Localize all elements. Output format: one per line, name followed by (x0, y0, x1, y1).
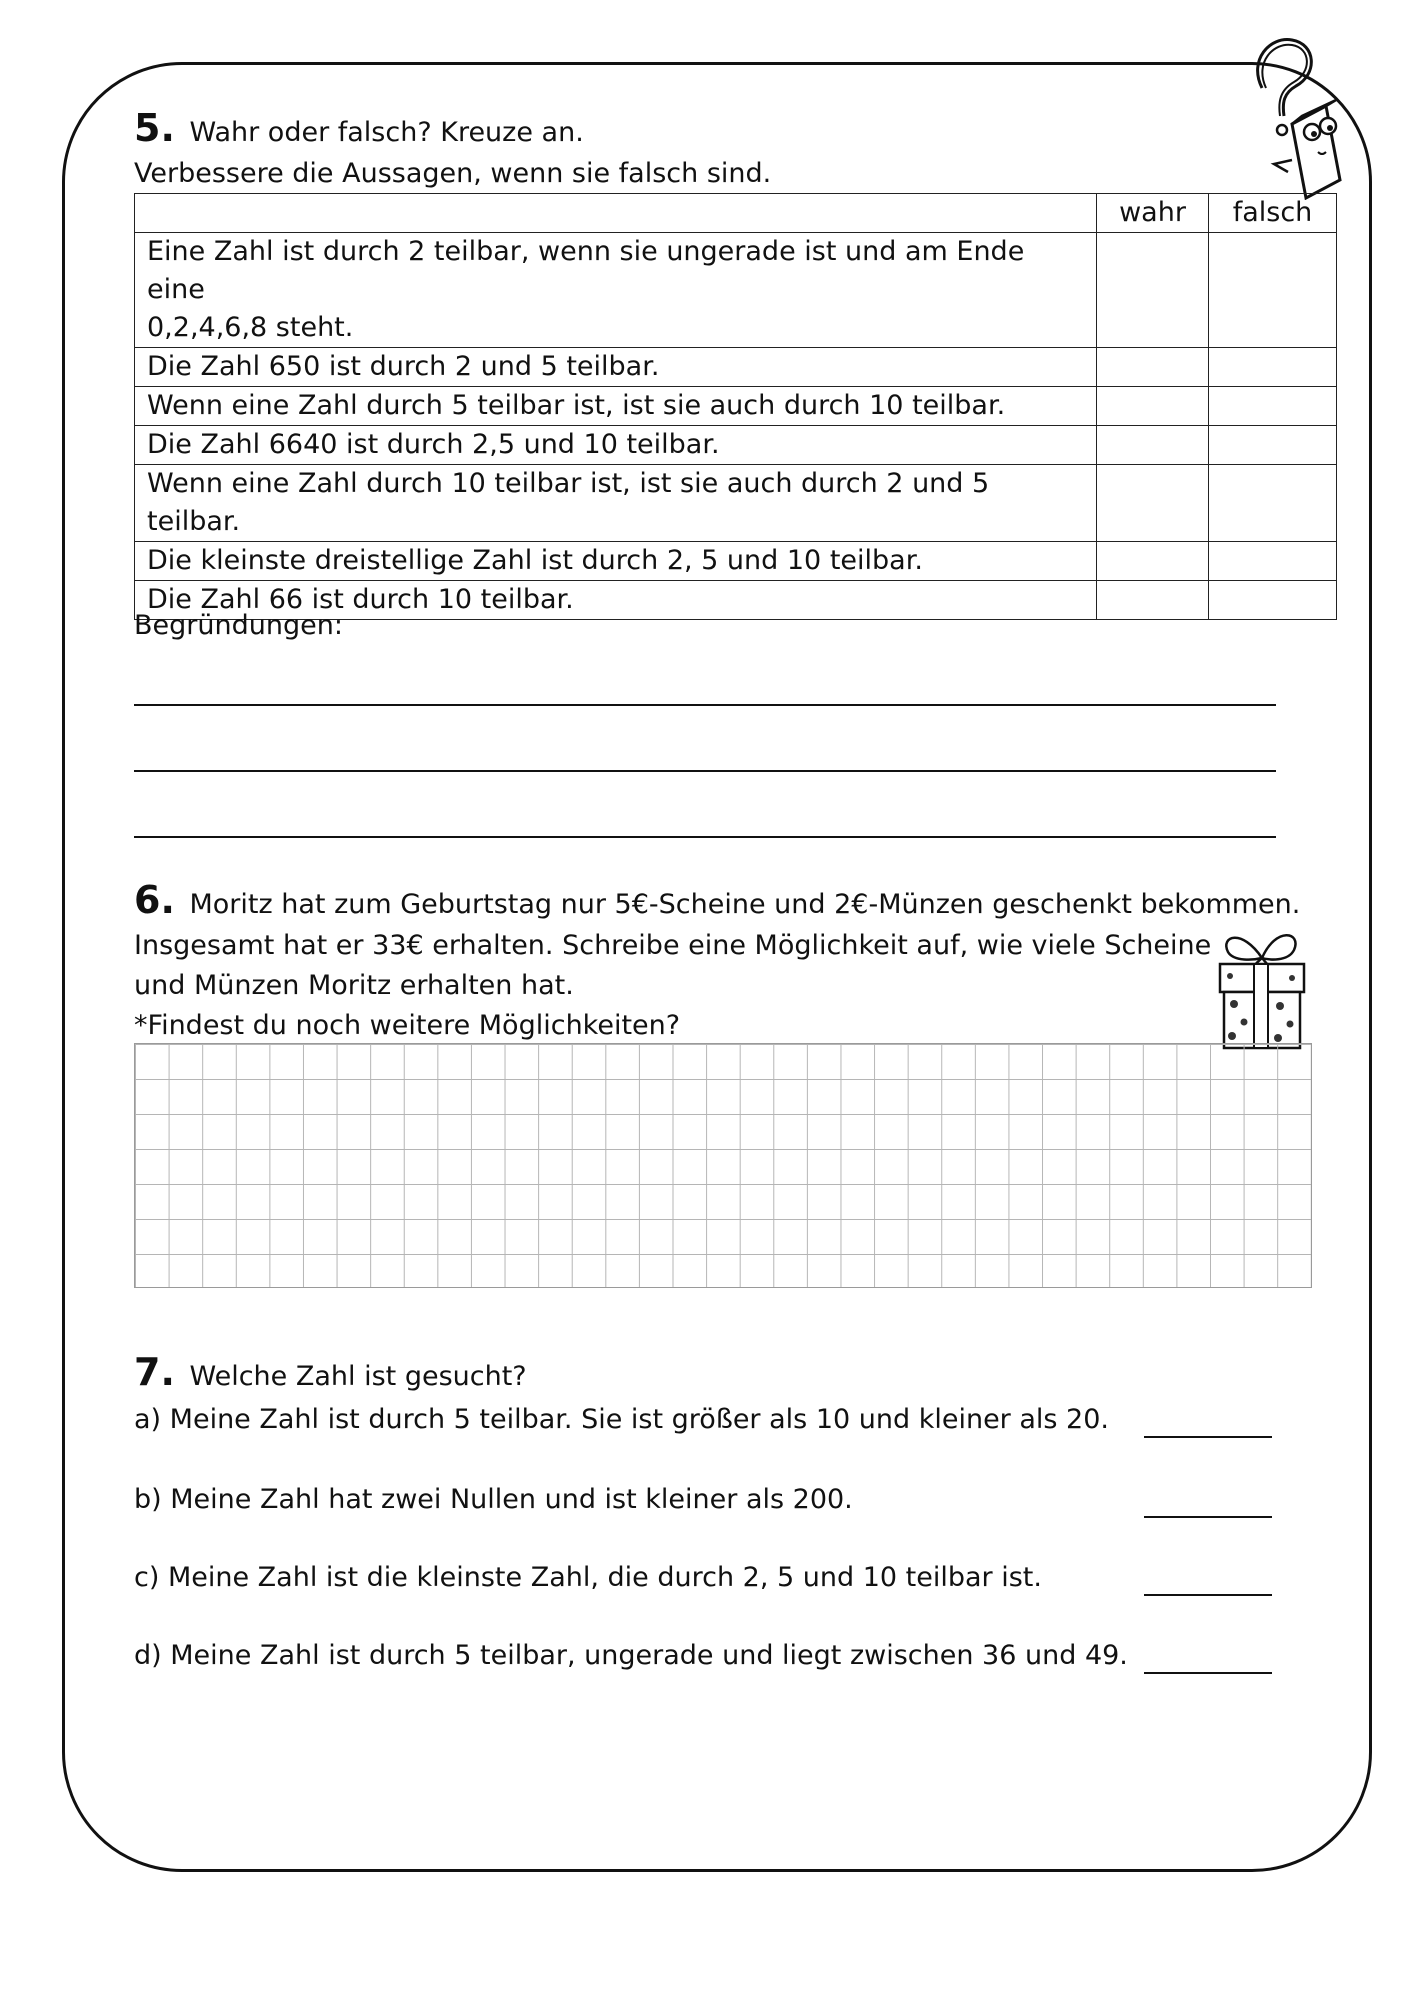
falsch-checkbox[interactable] (1209, 348, 1337, 387)
header-falsch: falsch (1209, 194, 1337, 233)
reasons-answer-line[interactable] (134, 770, 1276, 772)
table-row (135, 426, 1337, 465)
task5-title: Wahr oder falsch? Kreuze an. (189, 117, 584, 148)
wahr-checkbox[interactable] (1097, 581, 1209, 620)
task7-item-a: a) Meine Zahl ist durch 5 teilbar. Sie ist größer als 10 und kleiner als 20. (134, 1404, 1109, 1435)
falsch-checkbox[interactable] (1209, 581, 1337, 620)
task6-text-line1: Moritz hat zum Geburtstag nur 5€-Scheine und 2€-Münzen geschenkt bekommen. (189, 889, 1301, 920)
table-row (135, 233, 1337, 348)
falsch-checkbox[interactable] (1209, 426, 1337, 465)
task7-heading (134, 1352, 527, 1397)
task6-number: 6. (134, 878, 175, 922)
falsch-checkbox[interactable] (1209, 387, 1337, 426)
statement-text: Eine Zahl ist durch 2 teilbar, wenn sie ungerade ist und am Ende eine (147, 236, 1025, 305)
table-row (135, 542, 1337, 581)
falsch-checkbox[interactable] (1209, 465, 1337, 542)
answer-blank-a[interactable] (1144, 1436, 1272, 1438)
wahr-checkbox[interactable] (1097, 348, 1209, 387)
wahr-checkbox[interactable] (1097, 387, 1209, 426)
table-header-row (135, 194, 1337, 233)
statement-text: Die Zahl 66 ist durch 10 teilbar. (135, 581, 1097, 620)
statement-text: Die Zahl 6640 ist durch 2,5 und 10 teilbar. (135, 426, 1097, 465)
task6-line1 (134, 880, 1300, 925)
answer-blank-b[interactable] (1144, 1516, 1272, 1518)
gift-box-icon (1206, 918, 1318, 1058)
table-header-statement (135, 194, 1097, 233)
wahr-checkbox[interactable] (1097, 542, 1209, 581)
reasons-answer-line[interactable] (134, 704, 1276, 706)
table-row (135, 348, 1337, 387)
task7-number: 7. (134, 1350, 175, 1394)
wahr-checkbox[interactable] (1097, 465, 1209, 542)
task7-item-d: d) Meine Zahl ist durch 5 teilbar, ungerade und liegt zwischen 36 und 49. (134, 1640, 1128, 1671)
table-row (135, 387, 1337, 426)
reasons-label: Begründungen: (134, 610, 343, 641)
falsch-checkbox[interactable] (1209, 233, 1337, 348)
answer-blank-d[interactable] (1144, 1672, 1272, 1674)
task7-item-b: b) Meine Zahl hat zwei Nullen und ist kleiner als 200. (134, 1484, 853, 1515)
answer-grid[interactable] (134, 1043, 1312, 1288)
task5-number: 5. (134, 106, 175, 150)
truth-table (134, 193, 1337, 620)
reasons-answer-line[interactable] (134, 836, 1276, 838)
task6-text-line3: und Münzen Moritz erhalten hat. (134, 970, 574, 1001)
statement-cell (135, 233, 1097, 348)
task5-heading (134, 108, 584, 153)
answer-blank-c[interactable] (1144, 1594, 1272, 1596)
task6-text-line2: Insgesamt hat er 33€ erhalten. Schreibe eine Möglichkeit auf, wie viele Scheine (134, 930, 1212, 961)
statement-text: Die Zahl 650 ist durch 2 und 5 teilbar. (135, 348, 1097, 387)
task7-item-c: c) Meine Zahl ist die kleinste Zahl, die durch 2, 5 und 10 teilbar ist. (134, 1562, 1042, 1593)
statement-text: Wenn eine Zahl durch 5 teilbar ist, ist sie auch durch 10 teilbar. (135, 387, 1097, 426)
wahr-checkbox[interactable] (1097, 233, 1209, 348)
statement-text-continued: 0,2,4,6,8 steht. (147, 312, 354, 343)
statement-text: Die kleinste dreistellige Zahl ist durch 2, 5 und 10 teilbar. (135, 542, 1097, 581)
task7-title: Welche Zahl ist gesucht? (189, 1361, 527, 1392)
table-row (135, 465, 1337, 542)
statement-text: Wenn eine Zahl durch 10 teilbar ist, ist sie auch durch 2 und 5 teilbar. (135, 465, 1097, 542)
task6-text-line4: *Findest du noch weitere Möglichkeiten? (134, 1010, 681, 1041)
header-wahr: wahr (1097, 194, 1209, 233)
falsch-checkbox[interactable] (1209, 542, 1337, 581)
question-mark-mascot-icon (1240, 30, 1350, 200)
wahr-checkbox[interactable] (1097, 426, 1209, 465)
task5-instruction: Verbessere die Aussagen, wenn sie falsch sind. (134, 158, 772, 189)
